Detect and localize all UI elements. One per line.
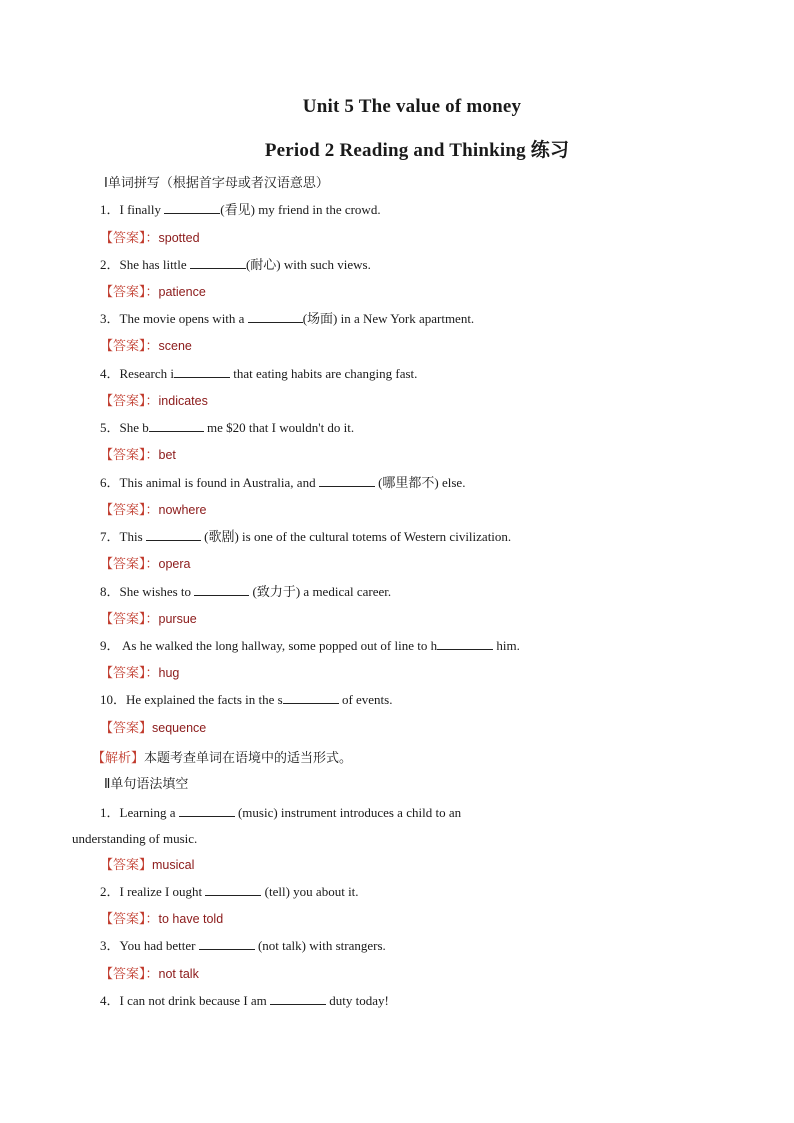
question-hint: that eating habits are changing fast. bbox=[230, 366, 418, 381]
question-item bbox=[100, 937, 386, 955]
question-item bbox=[100, 583, 391, 601]
answer-value: spotted bbox=[158, 231, 200, 245]
question-number: 8． bbox=[100, 584, 120, 599]
answer-line bbox=[100, 610, 197, 629]
question-hint: him. bbox=[493, 638, 520, 653]
answer-value: nowhere bbox=[158, 503, 207, 517]
answer-tag: 【答案】： bbox=[100, 231, 159, 246]
question-item bbox=[100, 419, 354, 437]
answer-line bbox=[100, 283, 206, 302]
answer-tag: 【答案】： bbox=[100, 666, 159, 681]
question-number: 3． bbox=[100, 938, 120, 953]
answer-line bbox=[100, 719, 206, 738]
answer-blank[interactable] bbox=[283, 691, 339, 704]
question-text: This bbox=[119, 529, 146, 544]
question-number: 2． bbox=[100, 884, 120, 899]
answer-line bbox=[100, 229, 200, 248]
question-number: 6． bbox=[100, 475, 120, 490]
question-text: She has little bbox=[119, 257, 190, 272]
question-text: I can not drink because I am bbox=[119, 993, 271, 1008]
question-text: He explained the facts in the s bbox=[126, 692, 283, 707]
answer-tag: 【答案】： bbox=[100, 912, 159, 927]
answer-tag: 【答案】： bbox=[100, 612, 159, 627]
question-item bbox=[100, 201, 381, 219]
answer-value: bet bbox=[158, 448, 176, 462]
answer-value: musical bbox=[152, 858, 195, 872]
answer-value: hug bbox=[158, 666, 180, 680]
question-hint: (music) instrument introduces a child to an bbox=[234, 805, 462, 820]
question-number: 1． bbox=[100, 805, 120, 820]
analysis-text: 本题考查单词在语境中的适当形式。 bbox=[144, 751, 353, 766]
answer-line bbox=[100, 555, 191, 574]
question-hint: (致力于) a medical career. bbox=[249, 584, 392, 599]
answer-value: indicates bbox=[158, 394, 208, 408]
answer-tag: 【答案】 bbox=[100, 721, 153, 736]
question-hint: me $20 that I wouldn't do it. bbox=[203, 420, 355, 435]
question-item bbox=[100, 365, 417, 383]
answer-value: pursue bbox=[158, 612, 197, 626]
answer-blank[interactable] bbox=[205, 883, 261, 896]
answer-line bbox=[100, 337, 192, 356]
question-number: 7． bbox=[100, 529, 120, 544]
question-item bbox=[100, 691, 392, 709]
question-item bbox=[100, 992, 389, 1010]
question-item bbox=[100, 883, 359, 901]
question-number: 4． bbox=[100, 993, 120, 1008]
section2-heading: Ⅱ单句语法填空 bbox=[104, 777, 189, 792]
answer-blank[interactable] bbox=[174, 365, 230, 378]
question-number: 3． bbox=[100, 311, 120, 326]
answer-line bbox=[100, 965, 199, 984]
section1-heading: Ⅰ单词拼写（根据首字母或者汉语意思） bbox=[104, 176, 329, 191]
question-number: 1． bbox=[100, 202, 120, 217]
answer-value: scene bbox=[158, 339, 192, 353]
analysis-line bbox=[92, 750, 352, 768]
question-number: 10． bbox=[100, 692, 127, 707]
answer-blank[interactable] bbox=[270, 992, 326, 1005]
question-number: 4． bbox=[100, 366, 120, 381]
answer-blank[interactable] bbox=[164, 201, 220, 214]
question-number: 5． bbox=[100, 420, 120, 435]
answer-blank[interactable] bbox=[194, 583, 249, 596]
answer-value: opera bbox=[158, 557, 191, 571]
question-item bbox=[100, 256, 371, 274]
question-hint: (tell) you about it. bbox=[261, 884, 359, 899]
question-text: As he walked the long hallway, some popped out of line to h bbox=[119, 638, 438, 653]
question-text: Research i bbox=[119, 366, 175, 381]
answer-tag: 【答案】： bbox=[100, 394, 159, 409]
answer-tag: 【答案】 bbox=[100, 858, 153, 873]
question-text: You had better bbox=[119, 938, 199, 953]
question-text: I realize I ought bbox=[119, 884, 206, 899]
answer-tag: 【答案】： bbox=[100, 448, 159, 463]
answer-line bbox=[100, 856, 194, 875]
question-hint: of events. bbox=[338, 692, 393, 707]
question-text: The movie opens with a bbox=[119, 311, 248, 326]
answer-line bbox=[100, 664, 179, 683]
question-hint: (not talk) with strangers. bbox=[254, 938, 386, 953]
answer-line bbox=[100, 446, 176, 465]
answer-blank[interactable] bbox=[179, 804, 235, 817]
question-number: 9． bbox=[100, 638, 120, 653]
question-hint: (场面) in a New York apartment. bbox=[302, 311, 475, 326]
answer-tag: 【答案】： bbox=[100, 967, 159, 982]
analysis-tag: 【解析】 bbox=[92, 751, 145, 766]
question-hint: (哪里都不) else. bbox=[374, 475, 466, 490]
page-subtitle: Period 2 Reading and Thinking 练习 bbox=[264, 140, 570, 161]
question-item bbox=[100, 474, 465, 492]
answer-line bbox=[100, 392, 208, 411]
question-item bbox=[100, 804, 461, 822]
answer-blank[interactable] bbox=[248, 310, 303, 323]
question-item bbox=[100, 637, 520, 655]
question-hint: duty today! bbox=[326, 993, 389, 1008]
question-hint: (耐心) with such views. bbox=[245, 257, 371, 272]
answer-value: to have told bbox=[158, 912, 224, 926]
question-item bbox=[100, 528, 511, 546]
question-item bbox=[100, 310, 474, 328]
answer-blank[interactable] bbox=[190, 256, 246, 269]
answer-line bbox=[100, 910, 223, 929]
answer-blank[interactable] bbox=[437, 637, 493, 650]
question-text: This animal is found in Australia, and bbox=[119, 475, 319, 490]
answer-blank[interactable] bbox=[199, 937, 255, 950]
question-text: She b bbox=[119, 420, 149, 435]
answer-line bbox=[100, 501, 206, 520]
answer-value: patience bbox=[158, 285, 206, 299]
answer-tag: 【答案】： bbox=[100, 285, 159, 300]
question-number: 2． bbox=[100, 257, 120, 272]
answer-value: sequence bbox=[152, 721, 207, 735]
question-text: She wishes to bbox=[119, 584, 195, 599]
answer-tag: 【答案】： bbox=[100, 503, 159, 518]
question-text: I finally bbox=[119, 202, 165, 217]
answer-tag: 【答案】： bbox=[100, 557, 159, 572]
question-hint: (歌剧) is one of the cultural totems of Western civilization. bbox=[200, 529, 512, 544]
answer-blank[interactable] bbox=[146, 528, 201, 541]
answer-blank[interactable] bbox=[319, 474, 375, 487]
page-title: Unit 5 The value of money bbox=[302, 96, 522, 117]
answer-value: not talk bbox=[158, 967, 199, 981]
question-continuation: understanding of music. bbox=[72, 831, 198, 846]
question-text: Learning a bbox=[119, 805, 179, 820]
answer-tag: 【答案】： bbox=[100, 339, 159, 354]
answer-blank[interactable] bbox=[149, 419, 204, 432]
question-hint: (看见) my friend in the crowd. bbox=[220, 202, 381, 217]
